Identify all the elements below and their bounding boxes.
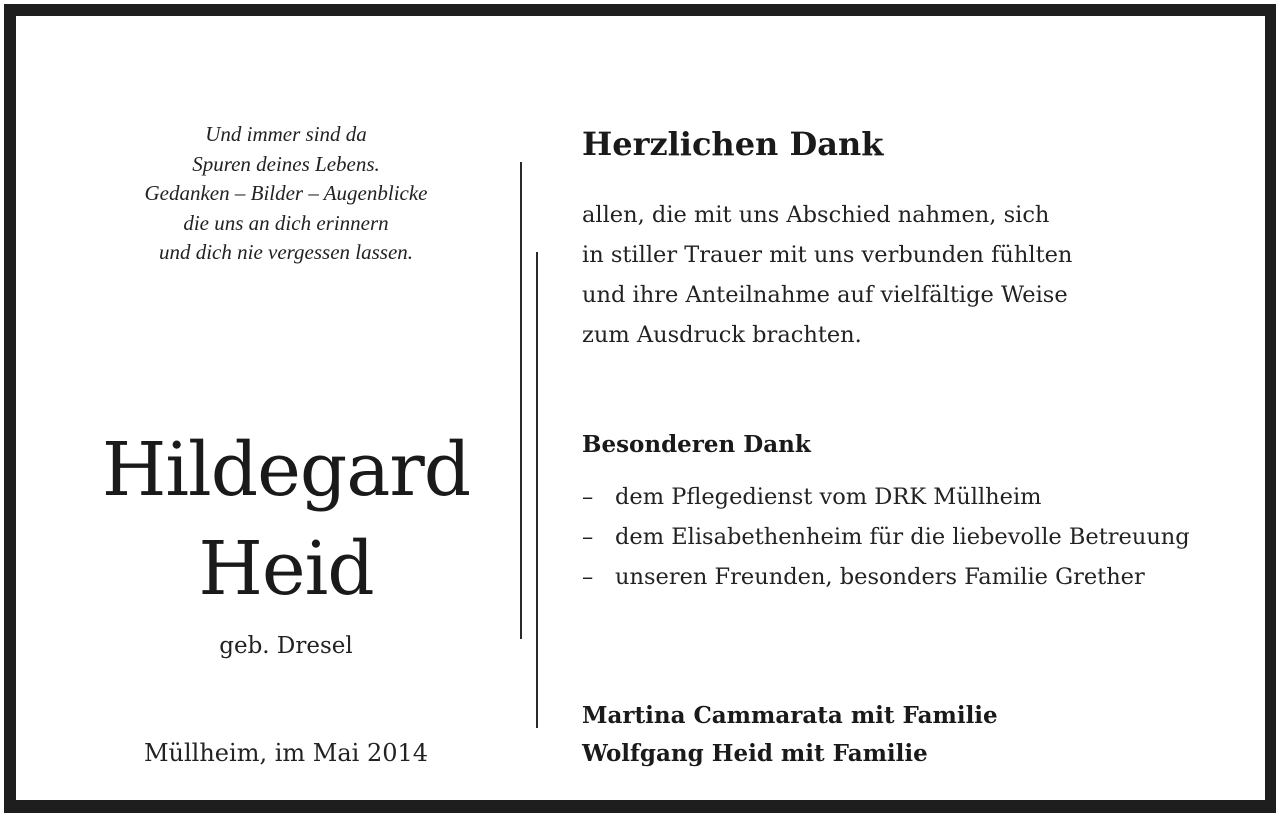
signature-line: Martina Cammarata mit Familie <box>582 702 998 729</box>
thanks-heading: Herzlichen Dank <box>582 125 884 163</box>
deceased-last-name: Heid <box>198 526 374 612</box>
poem-line: Spuren deines Lebens. <box>192 151 380 176</box>
poem-line: Und immer sind da <box>205 122 367 146</box>
divider-line-left <box>520 162 522 639</box>
list-item <box>582 517 1190 557</box>
list-item <box>582 477 1190 517</box>
list-item-text: unseren Freunden, besonders Familie Grether <box>615 564 1145 590</box>
divider-line-right <box>536 252 538 728</box>
dash-bullet: – <box>582 524 594 550</box>
poem-line: Gedanken – Bilder – Augenblicke <box>144 181 428 205</box>
poem-line: die uns an dich erinnern <box>183 210 389 235</box>
notice-frame <box>4 4 1276 813</box>
maiden-name: geb. Dresel <box>219 633 353 659</box>
special-thanks-heading: Besonderen Dank <box>582 431 811 458</box>
list-item-text: dem Pflegedienst vom DRK Müllheim <box>615 484 1042 510</box>
thanks-line: allen, die mit uns Abschied nahmen, sich <box>582 202 1050 228</box>
signature-line: Wolfgang Heid mit Familie <box>582 740 928 767</box>
dash-bullet: – <box>582 564 594 590</box>
poem-line: und dich nie vergessen lassen. <box>158 240 414 264</box>
thanks-paragraph <box>582 195 1072 355</box>
memorial-poem <box>96 120 476 268</box>
place-and-date: Müllheim, im Mai 2014 <box>143 739 429 767</box>
list-item-text: dem Elisabethenheim für die liebevolle Betreuung <box>615 524 1190 550</box>
special-thanks-list <box>582 477 1190 597</box>
thanks-line: und ihre Anteilnahme auf vielfältige Weise <box>582 282 1068 308</box>
signatures <box>582 697 998 773</box>
dash-bullet: – <box>582 484 594 510</box>
thanks-line: in stiller Trauer mit uns verbunden fühlten <box>582 242 1073 268</box>
thanks-line: zum Ausdruck brachten. <box>582 322 862 348</box>
deceased-first-name: Hildegard <box>101 427 471 513</box>
list-item <box>582 557 1190 597</box>
